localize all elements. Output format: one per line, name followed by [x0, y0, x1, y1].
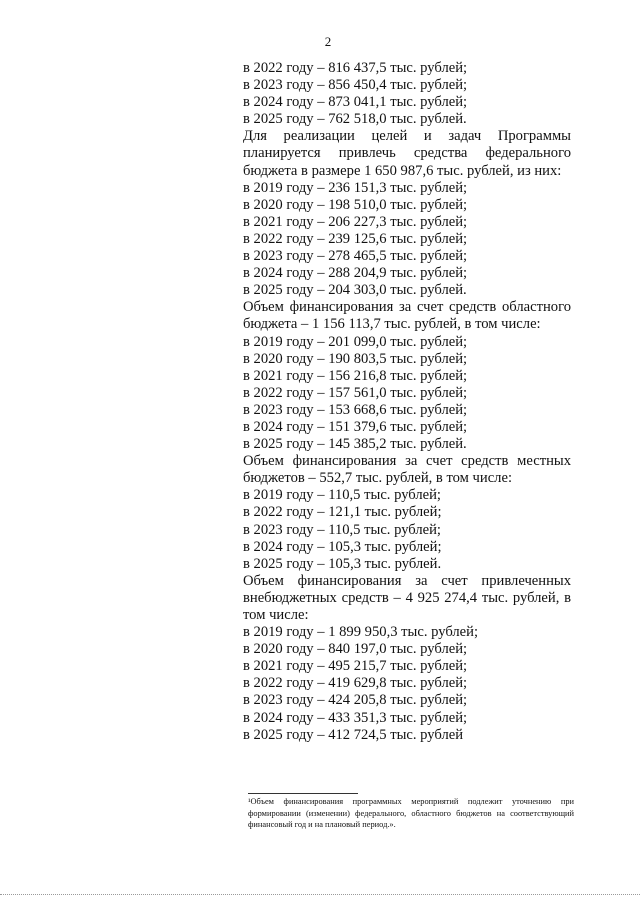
document-body [243, 60, 571, 744]
list-item: в 2024 году – 873 041,1 тыс. рублей; [243, 94, 468, 111]
list-item: в 2023 году – 110,5 тыс. рублей; [243, 521, 441, 538]
list-item: в 2020 году – 840 197,0 тыс. рублей; [243, 641, 468, 658]
list-item: в 2019 году – 236 151,3 тыс. рублей; [243, 179, 468, 196]
list-item: в 2024 году – 105,3 тыс. рублей; [243, 538, 442, 555]
list-item: в 2020 году – 190 803,5 тыс. рублей; [243, 350, 468, 367]
local-funding-paragraph: Объем финансирования за счет средств местных бюджетов – 552,7 тыс. рублей, в том числе: [243, 453, 571, 487]
footnote-divider [248, 793, 358, 794]
regional-funding-paragraph: Объем финансирования за счет средств областного бюджета – 1 156 113,7 тыс. рублей, в том числе: [243, 299, 571, 333]
list-item: в 2019 году – 110,5 тыс. рублей; [243, 487, 441, 504]
list-item: в 2019 году – 1 899 950,3 тыс. рублей; [243, 624, 479, 641]
extrabudgetary-funding-paragraph: Объем финансирования за счет привлеченных внебюджетных средств – 4 925 274,4 тыс. рублей, в том числе: [243, 572, 571, 623]
local-year-list [243, 487, 571, 572]
list-item: в 2025 году – 412 724,5 тыс. рублей [243, 726, 464, 743]
list-item: в 2025 году – 204 303,0 тыс. рублей. [243, 282, 467, 299]
regional-year-list [243, 334, 571, 454]
page-number: 2 [324, 34, 332, 49]
list-item: в 2025 году – 145 385,2 тыс. рублей. [243, 436, 467, 453]
federal-funding-paragraph: Для реализации целей и задач Программы планируется привлечь средства федерального бюджета в размере 1 650 987,6 тыс. рублей, из них: [243, 128, 571, 179]
list-item: в 2023 году – 153 668,6 тыс. рублей; [243, 401, 468, 418]
list-item: в 2022 году – 157 561,0 тыс. рублей; [243, 384, 468, 401]
intro-year-list [243, 60, 571, 128]
list-item: в 2022 году – 239 125,6 тыс. рублей; [243, 230, 468, 247]
list-item: в 2021 году – 495 215,7 тыс. рублей; [243, 658, 468, 675]
federal-year-list [243, 180, 571, 300]
list-item: в 2022 году – 419 629,8 тыс. рублей; [243, 675, 468, 692]
list-item: в 2020 году – 198 510,0 тыс. рублей; [243, 196, 468, 213]
list-item: в 2024 году – 288 204,9 тыс. рублей; [243, 265, 468, 282]
list-item: в 2025 году – 105,3 тыс. рублей. [243, 555, 442, 572]
list-item: в 2024 году – 433 351,3 тыс. рублей; [243, 709, 468, 726]
extrabudgetary-year-list [243, 624, 571, 744]
list-item: в 2021 году – 206 227,3 тыс. рублей; [243, 213, 468, 230]
list-item: в 2023 году – 424 205,8 тыс. рублей; [243, 692, 468, 709]
list-item: в 2022 году – 816 437,5 тыс. рублей; [243, 60, 468, 76]
list-item: в 2024 году – 151 379,6 тыс. рублей; [243, 418, 468, 435]
list-item: в 2022 году – 121,1 тыс. рублей; [243, 504, 442, 521]
scan-edge-divider [0, 894, 640, 901]
list-item: в 2023 году – 278 465,5 тыс. рублей; [243, 248, 468, 265]
list-item: в 2025 году – 762 518,0 тыс. рублей. [243, 111, 467, 128]
list-item: в 2021 году – 156 216,8 тыс. рублей; [243, 367, 468, 384]
list-item: в 2023 году – 856 450,4 тыс. рублей; [243, 77, 468, 94]
list-item: в 2019 году – 201 099,0 тыс. рублей; [243, 333, 468, 350]
footnote-text: ¹Объем финансирования программных мероприятий подлежит уточнению при формировании (изменении) федерального, областного бюджетов на соответствующий финансовый год и на плановый период.». [248, 797, 574, 829]
